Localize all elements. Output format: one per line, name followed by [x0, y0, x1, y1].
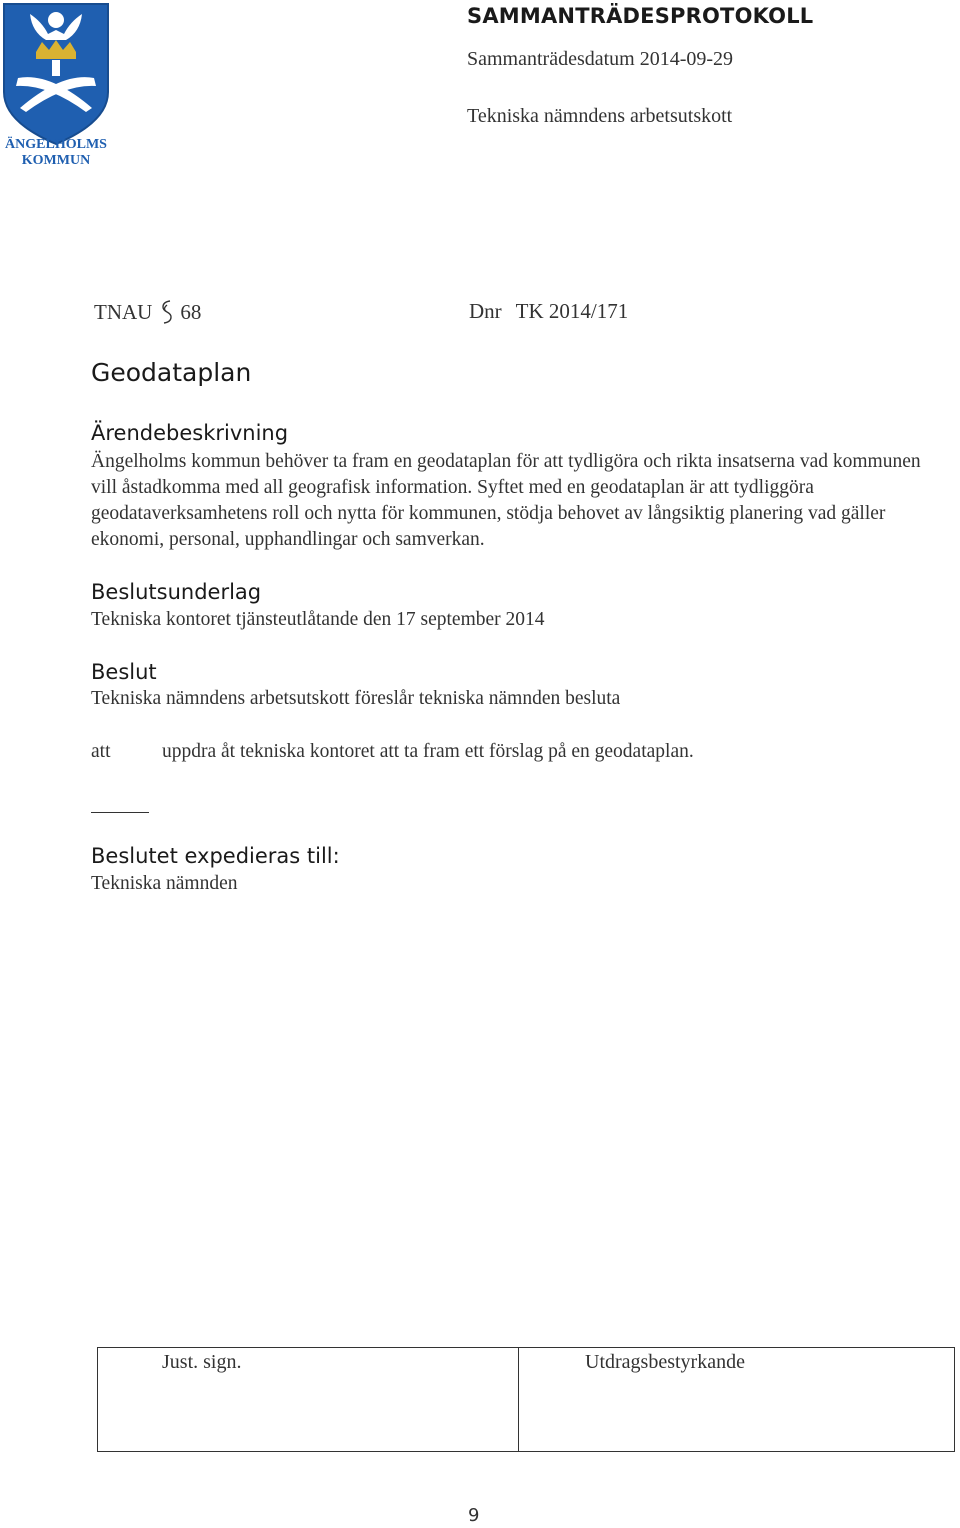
case-id: [94, 299, 201, 325]
committee-name: Tekniska nämndens arbetsutskott: [467, 105, 733, 127]
diary-number: [469, 299, 628, 324]
case-title: Geodataplan: [91, 358, 252, 387]
svg-text:ÄNGELHOLMS: ÄNGELHOLMS: [5, 137, 107, 152]
dnr-label: Dnr: [469, 299, 502, 323]
decision-heading: Beslut: [91, 660, 157, 684]
decision-item-text: uppdra åt tekniska kontoret att ta fram ett förslag på en geodataplan.: [162, 741, 694, 762]
case-id-prefix: TNAU: [94, 300, 153, 324]
page-number: 9: [468, 1505, 480, 1526]
signature-table-divider: [518, 1348, 519, 1451]
description-text: Ängelholms kommun behöver ta fram en geodataplan för att tydligöra och rikta insatserna vad kommunen vill åstadkomma med all geografisk information. Syftet med en geodataplan är att tydliggöra geodataverksamhetens roll och nytta för kommunen, stödja behovet av långsiktig planering vad gäller ekonomi, personal, upphandlingar och samverkan.: [91, 451, 921, 550]
dispatch-heading: Beslutet expedieras till:: [91, 844, 340, 868]
dispatch-text: Tekniska nämnden: [91, 873, 238, 894]
utdragsbestyrkande-label: Utdragsbestyrkande: [585, 1351, 745, 1373]
paragraph-sign-icon: [158, 299, 176, 325]
description-heading: Ärendebeskrivning: [91, 421, 289, 445]
basis-text: Tekniska kontoret tjänsteutlåtande den 17 september 2014: [91, 609, 545, 630]
decision-att-label: att: [91, 741, 111, 762]
svg-text:KOMMUN: KOMMUN: [21, 153, 91, 168]
angelholms-kommun-logo: [0, 0, 112, 170]
decision-text: Tekniska nämndens arbetsutskott föreslår tekniska nämnden besluta: [91, 688, 621, 709]
basis-heading: Beslutsunderlag: [91, 580, 262, 604]
dnr-value: TK 2014/171: [515, 299, 629, 323]
section-divider: [91, 812, 149, 813]
case-id-number: 68: [180, 300, 202, 324]
just-sign-label: Just. sign.: [162, 1351, 242, 1373]
meeting-date: Sammanträdesdatum 2014-09-29: [467, 48, 734, 70]
document-title: SAMMANTRÄDESPROTOKOLL: [467, 4, 814, 28]
signature-table: [97, 1347, 955, 1452]
